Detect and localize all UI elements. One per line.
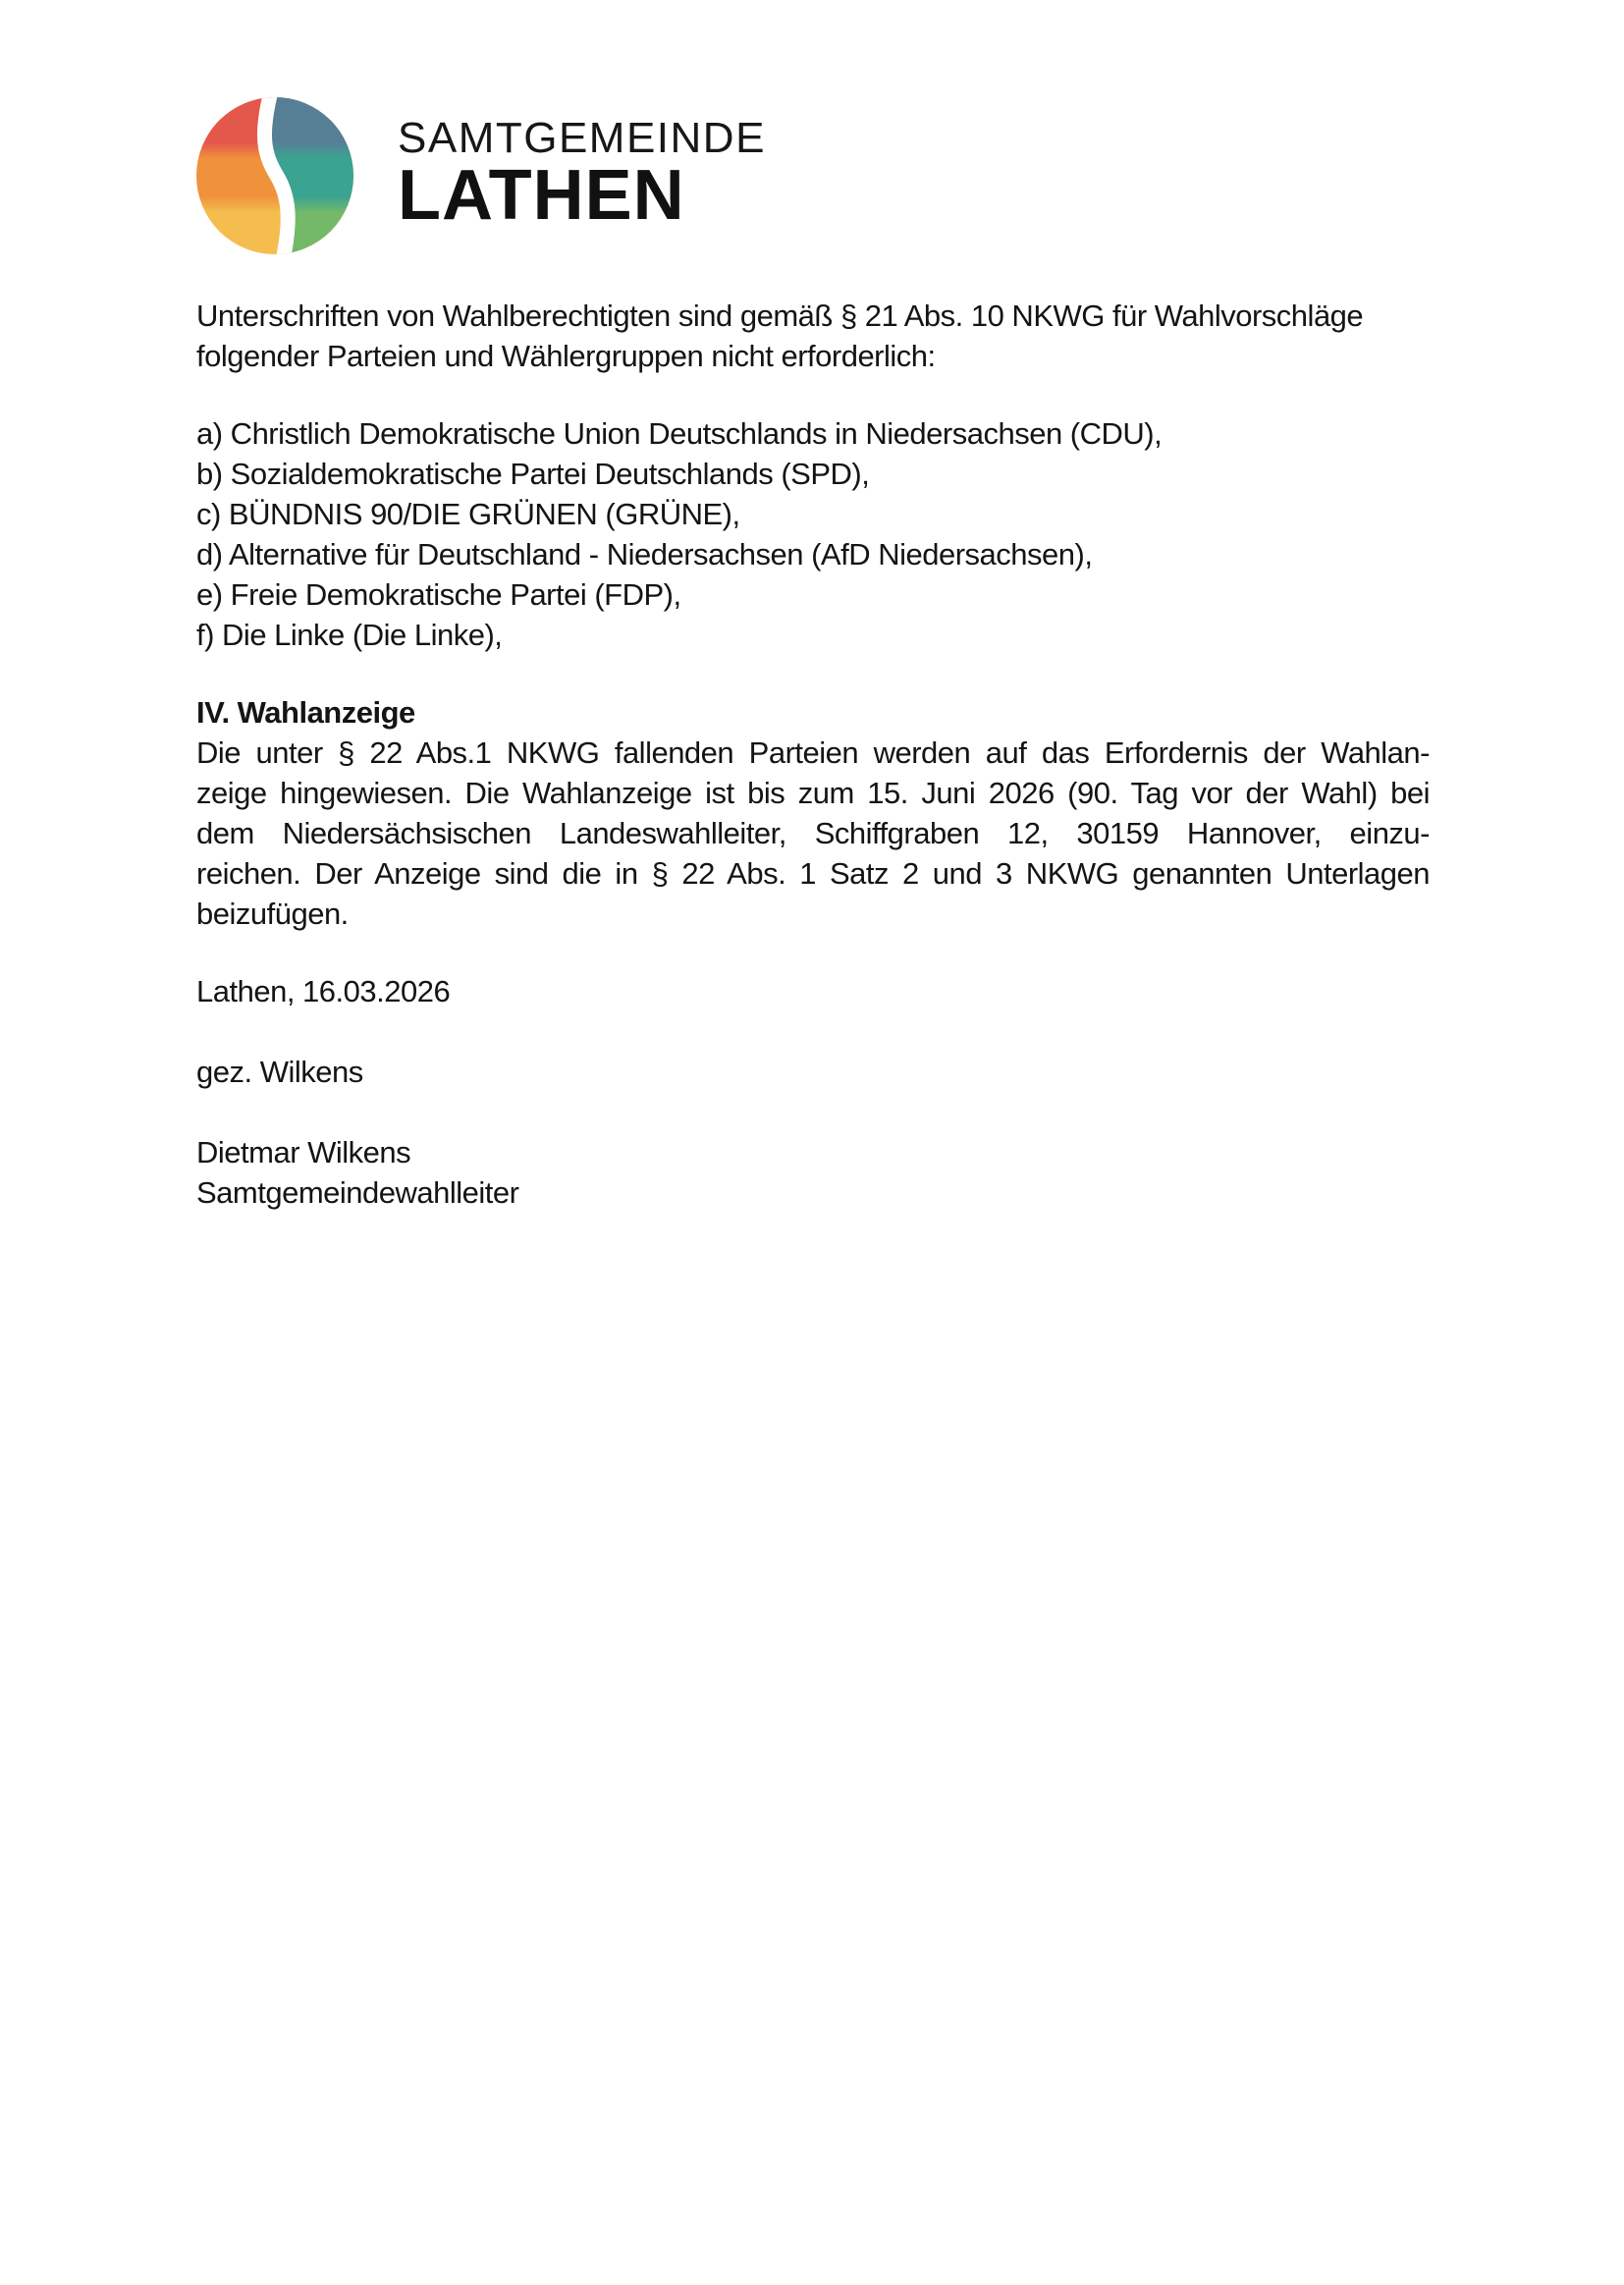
lathen-logo-icon <box>196 97 353 254</box>
paragraph-line-1: Die unter § 22 Abs.1 NKWG fallenden Parteien werden auf das Erfordernis der Wahlan- <box>196 735 1430 770</box>
paragraph-line-3: dem Niedersächsischen Landeswahlleiter, Schiffgraben 12, 30159 Hannover, einzu- <box>196 816 1430 850</box>
party-list-item-f: f) Die Linke (Die Linke), <box>196 618 503 652</box>
wahlanzeige-section <box>196 692 1430 934</box>
signature-line: gez. Wilkens <box>196 1055 363 1089</box>
document-body <box>196 296 1430 1213</box>
intro-paragraph <box>196 296 1430 376</box>
signer-title: Samtgemeindewahlleiter <box>196 1175 519 1210</box>
party-list-item-e: e) Freie Demokratische Partei (FDP), <box>196 577 681 612</box>
closing-place-date: Lathen, 16.03.2026 <box>196 974 451 1008</box>
logo-wordmark-line2: LATHEN <box>398 156 685 235</box>
signer-name: Dietmar Wilkens <box>196 1135 411 1170</box>
logo-wordmark <box>398 114 766 235</box>
party-list-item-a: a) Christlich Demokratische Union Deutschlands in Niedersachsen (CDU), <box>196 416 1163 451</box>
paragraph-line-4: reichen. Der Anzeige sind die in § 22 Abs. 1 Satz 2 und 3 NKWG genannten Unterlagen <box>196 856 1430 891</box>
logo <box>196 0 1624 254</box>
section-heading: IV. Wahlanzeige <box>196 695 415 730</box>
party-list-item-c: c) BÜNDNIS 90/DIE GRÜNEN (GRÜNE), <box>196 497 740 531</box>
party-list <box>196 413 1430 655</box>
party-list-item-d: d) Alternative für Deutschland - Niedersachsen (AfD Niedersachsen), <box>196 537 1093 571</box>
intro-line-2: folgender Parteien und Wählergruppen nicht erforderlich: <box>196 339 936 373</box>
logo-wordmark-line1: SAMTGEMEINDE <box>398 114 766 162</box>
party-list-item-b: b) Sozialdemokratische Partei Deutschlands (SPD), <box>196 457 870 491</box>
paragraph-line-2: zeige hingewiesen. Die Wahlanzeige ist bis zum 15. Juni 2026 (90. Tag vor der Wahl) bei <box>196 776 1430 810</box>
paragraph-line-5: beizufügen. <box>196 897 349 931</box>
intro-line-1: Unterschriften von Wahlberechtigten sind gemäß § 21 Abs. 10 NKWG für Wahlvorschläge <box>196 299 1364 333</box>
